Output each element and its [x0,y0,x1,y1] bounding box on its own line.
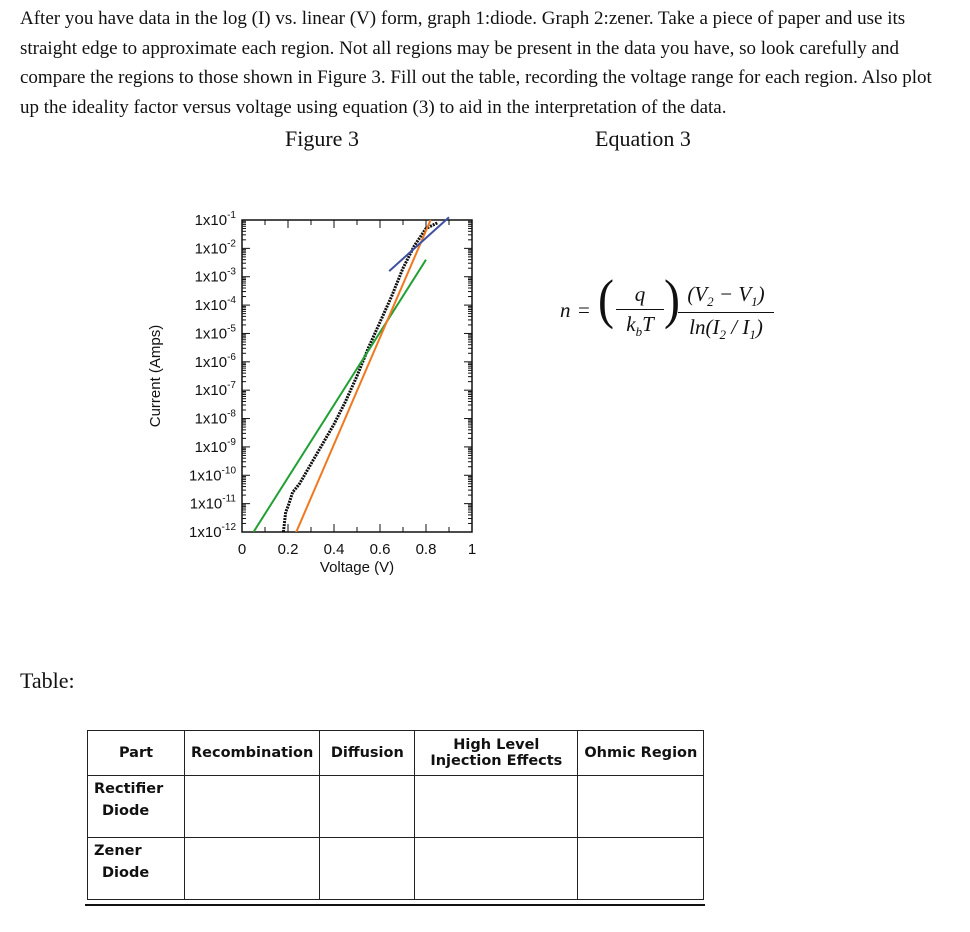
cell-ohmic-region[interactable] [578,776,704,838]
header-part: Part [88,731,185,776]
y-axis-title: Current (Amps) [147,324,164,428]
equation-denominator-1: $k_bT$ [626,312,654,340]
y-tick-label: $1x10^{-10}$ [189,465,236,485]
bottom-rule [85,904,705,906]
header-recombination: Recombination [185,731,320,776]
equation-numerator-2: $(V_2 - V_1)$ [687,282,765,310]
row-head-line: Rectifier [94,781,164,797]
series-green-fit [254,260,427,532]
row-head-zener-diode [88,838,185,900]
cell-high-level-injection[interactable] [415,838,578,900]
cell-ohmic-region[interactable] [578,838,704,900]
y-tick-label: $1x10^{-4}$ [194,295,236,315]
header-ohmic-region: Ohmic Region [578,731,704,776]
series-orange-fit [293,220,431,541]
y-tick-label: $1x10^{-2}$ [194,238,236,258]
equation-fraction-2 [678,282,774,343]
equation-lhs: n [560,298,571,322]
row-head-rectifier-diode [88,776,185,838]
figure-caption: Figure 3 [285,126,359,151]
results-table [87,730,704,900]
instructions-paragraph: After you have data in the log (I) vs. linear (V) form, graph 1:diode. Graph 2:zener. Take a piece of paper and use its straight edge to approximate each region. Not all regions may be present in the data you have, so look carefully and compare the regions to those shown in Figure 3. Fill out the table, recording the voltage range for each region. Also plot up the ideality factor versus voltage using equation (3) to aid in the interpretation of the data. [20,8,932,118]
chart-series [254,217,450,540]
diode-iv-chart [140,200,500,590]
equation-numerator-1: q [634,282,646,306]
row-head-line: Diode [102,865,150,881]
y-tick-label: $1x10^{-9}$ [194,436,236,456]
table-row [88,838,704,900]
series-blue-fit [389,217,449,271]
fraction-bar [616,309,664,310]
y-tick-labels [189,210,236,541]
y-tick-label: $1x10^{-8}$ [194,408,236,428]
table-row [88,776,704,838]
header-diffusion: Diffusion [320,731,415,776]
cell-recombination[interactable] [185,776,320,838]
x-tick-label: 0.2 [277,541,299,558]
header-high-level-injection: High Level Injection Effects [415,731,578,776]
x-tick-label: 0.6 [369,541,391,558]
y-tick-label: $1x10^{-5}$ [194,323,236,343]
equation-caption: Equation 3 [595,126,691,151]
fraction-bar [678,312,774,313]
cell-high-level-injection[interactable] [415,776,578,838]
x-tick-label: 0 [237,541,247,558]
x-tick-label: 0.8 [415,541,437,558]
series-measured-data [283,223,437,532]
cell-diffusion[interactable] [320,838,415,900]
y-tick-label: $1x10^{-12}$ [189,522,236,541]
equation-denominator-2: $\ln(I_2 / I_1)$ [689,315,763,343]
equation-left-paren: ( [598,269,614,330]
y-tick-label: $1x10^{-6}$ [194,351,236,371]
equation-right-paren: ) [664,269,680,330]
row-head-line: Diode [102,803,150,819]
table-header-row [88,731,704,776]
table-label: Table: [20,668,75,693]
cell-diffusion[interactable] [320,776,415,838]
y-tick-label: $1x10^{-3}$ [194,266,236,286]
x-tick-label: 1 [467,541,477,558]
x-axis-title: Voltage (V) [319,559,395,576]
cell-recombination[interactable] [185,838,320,900]
y-tick-label: $1x10^{-7}$ [194,380,236,400]
x-tick-label: 0.4 [323,541,345,558]
x-tick-labels [238,541,476,558]
equation-equals: = [578,298,590,322]
y-tick-label: $1x10^{-11}$ [189,493,236,513]
equation-fraction-1 [616,282,664,340]
row-head-line: Zener [94,843,142,859]
y-tick-label: $1x10^{-1}$ [194,210,236,229]
